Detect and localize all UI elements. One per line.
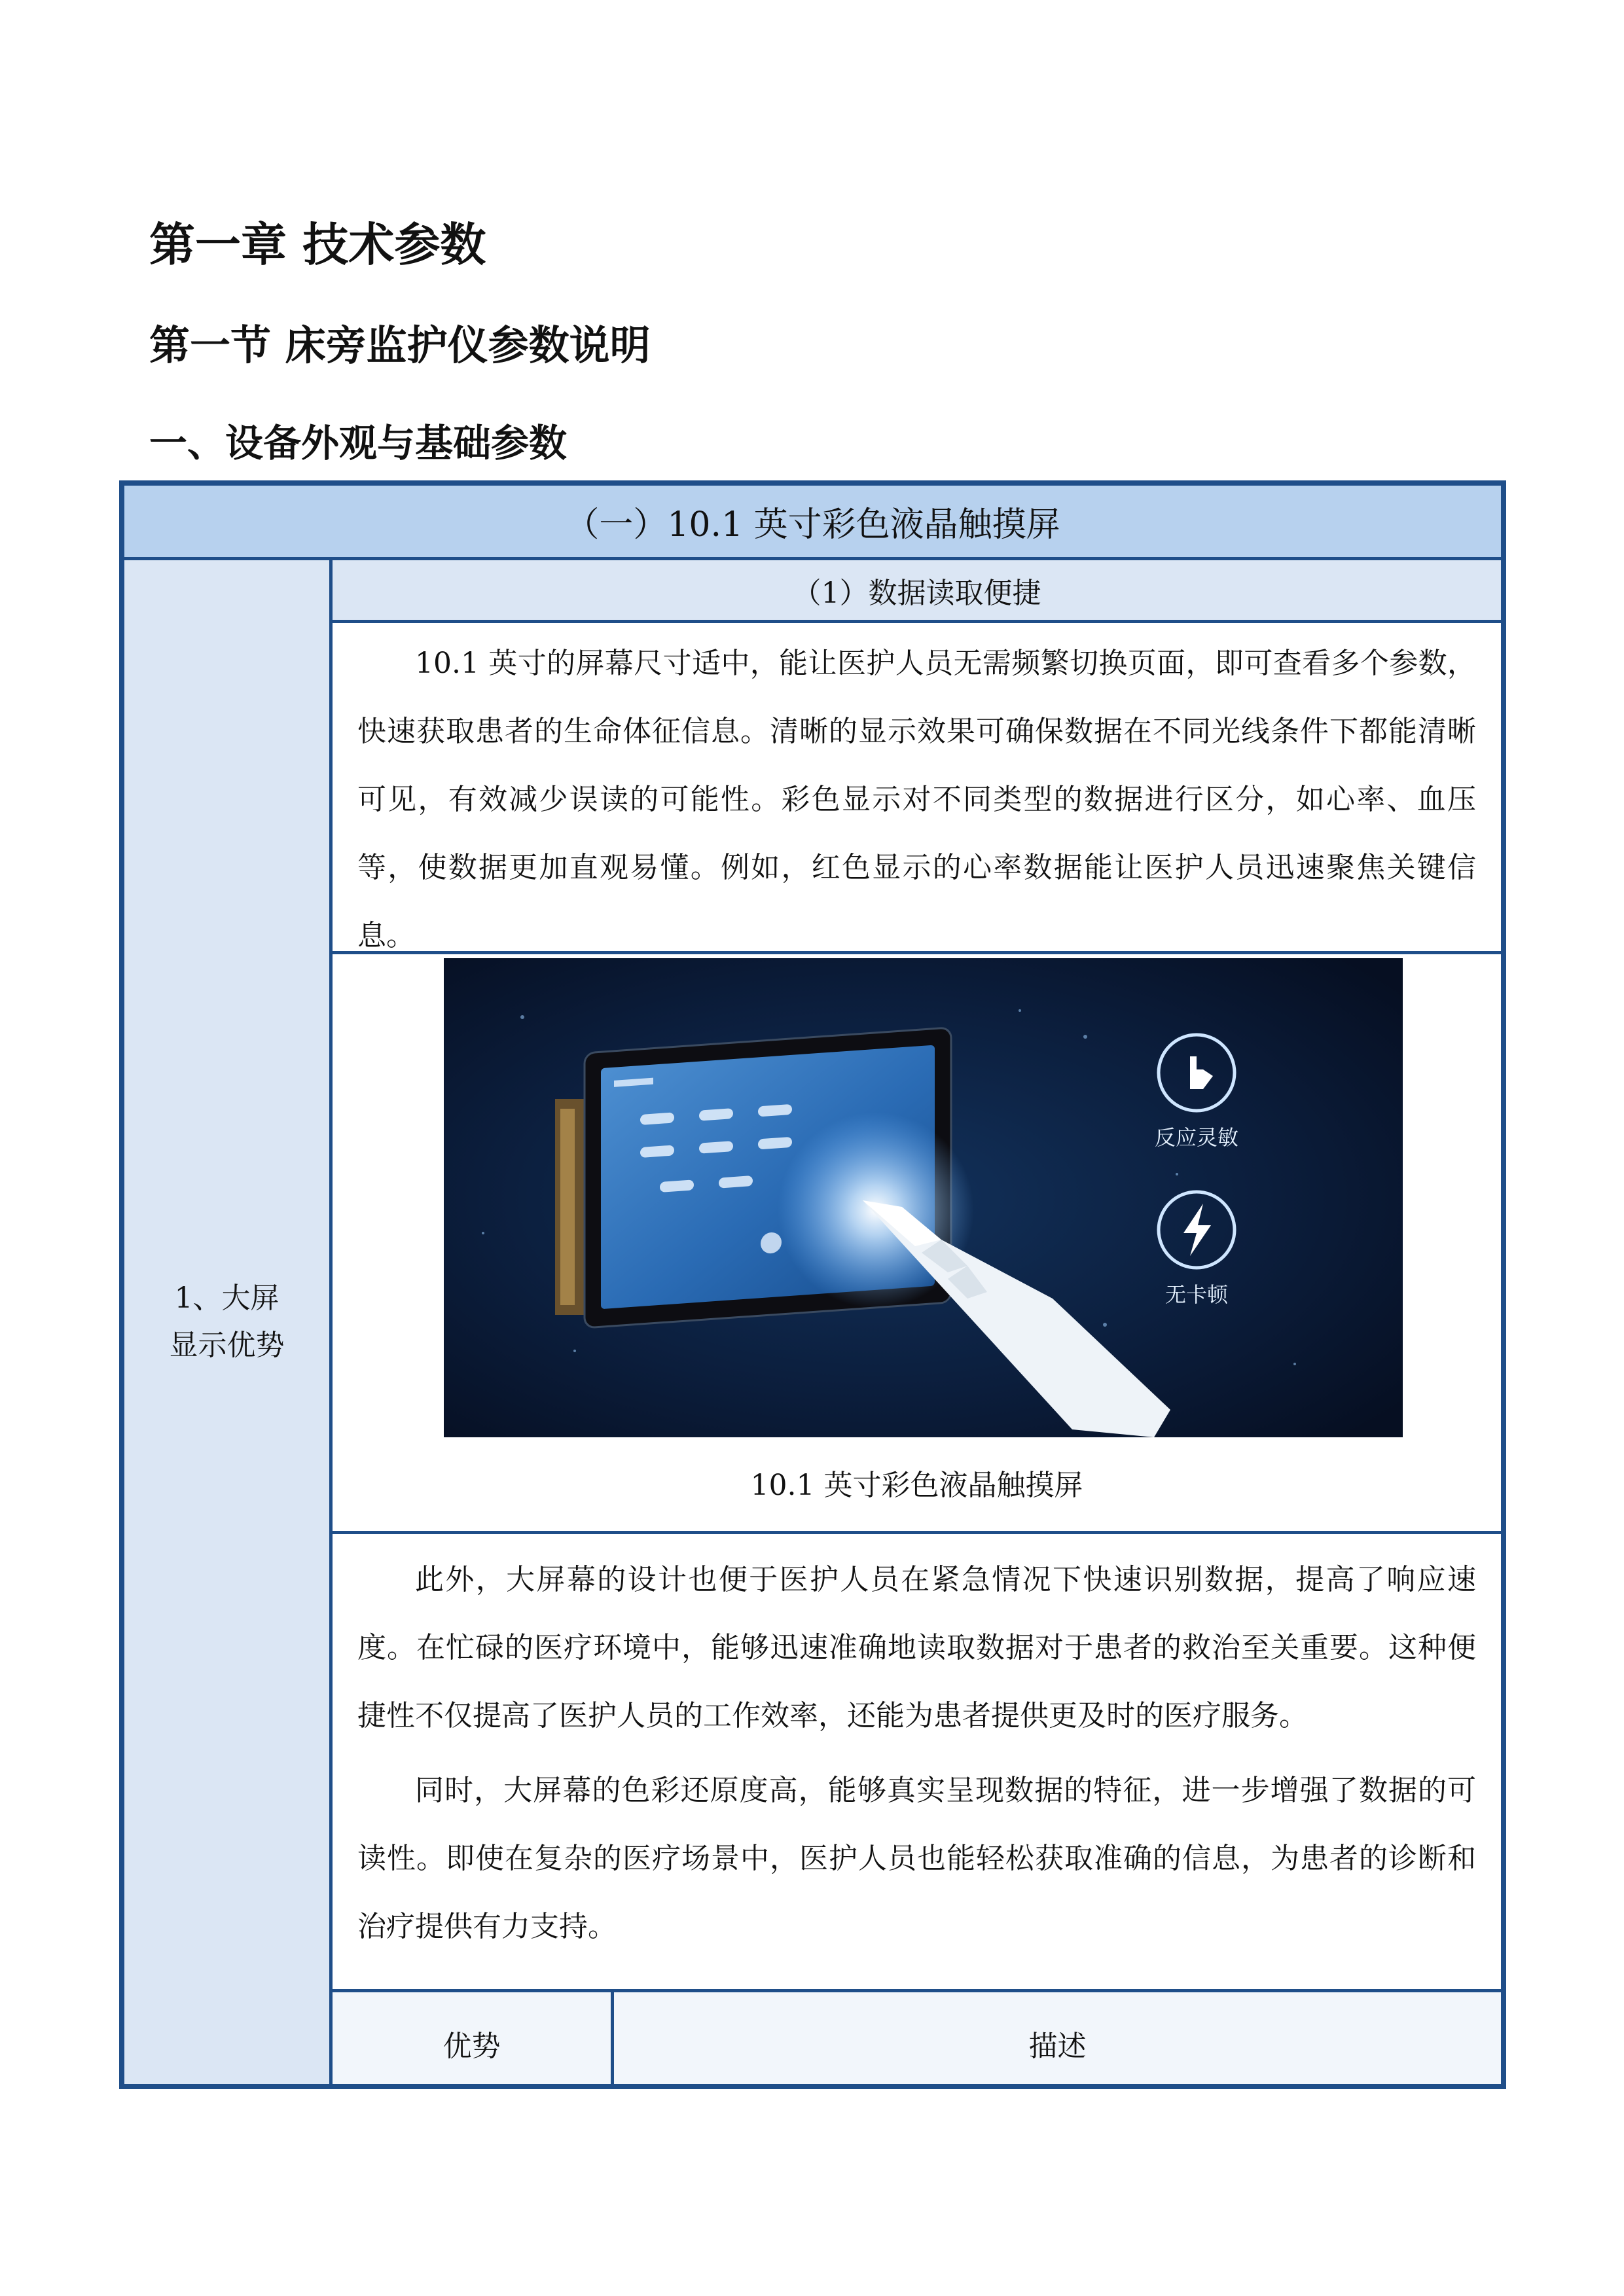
column-header-description: 描述 [614,1992,1501,2084]
touchscreen-image [444,958,1403,1437]
paragraph-2: 此外，大屏幕的设计也便于医护人员在紧急情况下快速识别数据，提高了响应速度。在忙碌的医疗环境中，能够迅速准确地读取数据对于患者的救治至关重要。这种便捷性不仅提高了医护人员的工作效率，还能为患者提供更及时的医疗服务。 [357,1563,1476,1732]
row-label: 1、大屏显示优势 [169,1282,285,1362]
subsection-title: 一、设备外观与基础参数 [149,421,568,465]
no-lag-label: 无卡顿 [1164,1282,1229,1307]
column-header-advantage: 优势 [333,1992,614,2084]
paragraph-cell-2 [333,1534,1501,1992]
paragraph-3: 同时，大屏幕的色彩还原度高，能够真实呈现数据的特征，进一步增强了数据的可读性。即使在复杂的医疗场景中，医护人员也能轻松获取准确的信息，为患者的诊断和治疗提供有力支持。 [357,1774,1476,1943]
parameter-table [119,480,1506,2089]
image-cell [333,954,1501,1534]
paragraph-cell-1 [333,623,1501,954]
responsive-label: 反应灵敏 [1154,1125,1239,1150]
row-label-cell [124,560,333,2084]
paragraph-1: 10.1 英寸的屏幕尺寸适中，能让医护人员无需频繁切换页面，即可查看多个参数，快速获取患者的生命体征信息。清晰的显示效果可确保数据在不同光线条件下都能清晰可见，有效减少误读的可能性。彩色显示对不同类型的数据进行区分，如心率、血压等，使数据更加直观易懂。例如，红色显示的心率数据能让医护人员迅速聚焦关键信息。 [357,647,1476,952]
table-title: （一）10.1 英寸彩色液晶触摸屏 [124,486,1501,560]
touchscreen-illustration [444,958,1403,1437]
sub-heading: （1）数据读取便捷 [333,560,1501,623]
chapter-title: 第一章 技术参数 [149,218,486,272]
section-title: 第一节 床旁监护仪参数说明 [149,321,651,369]
image-caption: 10.1 英寸彩色液晶触摸屏 [750,1469,1083,1502]
